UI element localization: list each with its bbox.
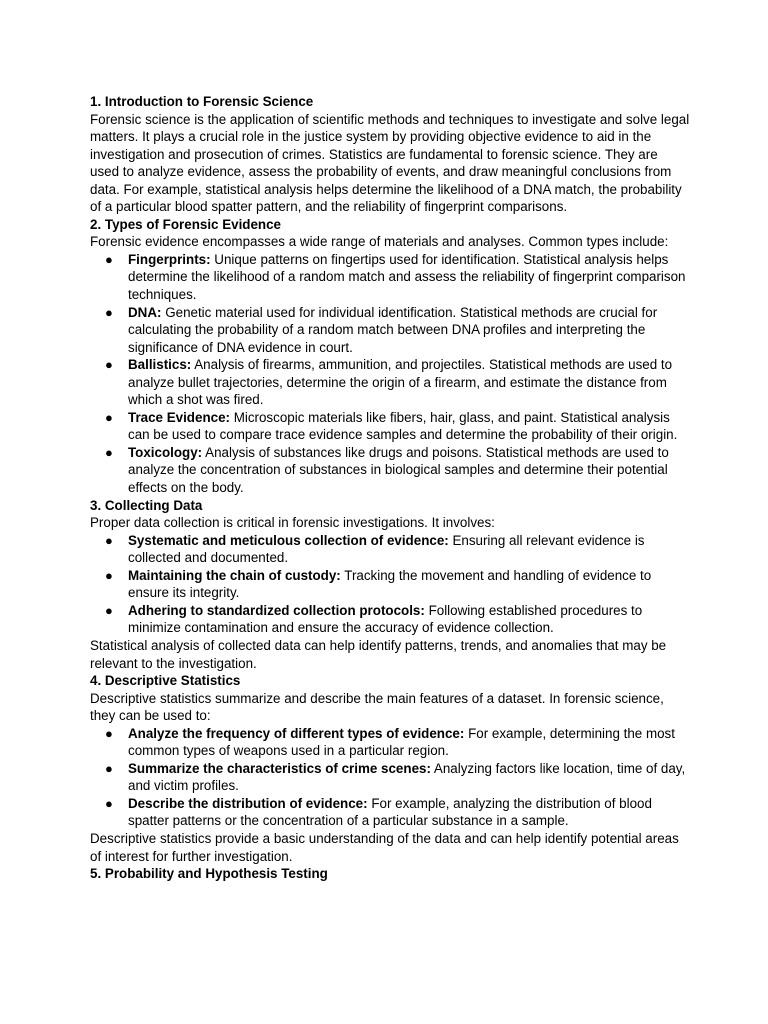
list-item-term: Adhering to standardized collection protocols: bbox=[128, 602, 425, 618]
list-item bbox=[105, 532, 690, 567]
bullet-icon: ● bbox=[105, 357, 113, 373]
list-item bbox=[105, 760, 690, 795]
bullet-icon: ● bbox=[105, 304, 113, 320]
bullet-list bbox=[90, 725, 690, 830]
list-item bbox=[105, 725, 690, 760]
bullet-list bbox=[90, 532, 690, 637]
list-item-term: Summarize the characteristics of crime scenes: bbox=[128, 760, 431, 776]
list-item-text: Analyzing factors like location, time of day, and victim profiles. bbox=[128, 760, 686, 794]
section-heading: 2. Types of Forensic Evidence bbox=[90, 216, 282, 232]
list-item-term: Fingerprints: bbox=[128, 251, 211, 267]
list-item-term: DNA: bbox=[128, 304, 162, 320]
list-item-text: Tracking the movement and handling of evidence to ensure its integrity. bbox=[128, 567, 652, 601]
section-collecting-data bbox=[90, 497, 690, 672]
list-item bbox=[105, 795, 690, 830]
section-descriptive-statistics bbox=[90, 672, 690, 865]
list-item bbox=[105, 602, 690, 637]
bullet-icon: ● bbox=[105, 444, 113, 460]
list-item bbox=[105, 251, 690, 304]
paragraph: Descriptive statistics provide a basic understanding of the data and can help identify potential areas of interest for further investigation. bbox=[90, 830, 679, 864]
section-heading: 3. Collecting Data bbox=[90, 497, 203, 513]
list-item-term: Maintaining the chain of custody: bbox=[128, 567, 341, 583]
list-item-text: Genetic material used for individual identification. Statistical methods are crucial for calculating the probability of a random match between DNA profiles and interpreting the significance of DNA evidence in court. bbox=[128, 304, 658, 355]
paragraph: Forensic science is the application of scientific methods and techniques to investigate and solve legal matters. It plays a crucial role in the justice system by providing objective evidence to aid in the investigation and prosecution of crimes. Statistics are fundamental to forensic science. They are used to analyze evidence, assess the probability of events, and draw meaningful conclusions from data. For example, statistical analysis helps determine the likelihood of a DNA match, the probability of a particular blood spatter pattern, and the reliability of fingerprint comparisons. bbox=[90, 111, 690, 215]
list-item-text: For example, determining the most common types of weapons used in a particular region. bbox=[128, 725, 675, 759]
list-item bbox=[105, 567, 690, 602]
list-item bbox=[105, 409, 690, 444]
list-item-text: Ensuring all relevant evidence is collected and documented. bbox=[128, 532, 645, 566]
list-item-text: Following established procedures to minimize contamination and ensure the accuracy of evidence collection. bbox=[128, 602, 643, 636]
section-heading: 5. Probability and Hypothesis Testing bbox=[90, 866, 328, 882]
bullet-icon: ● bbox=[105, 409, 113, 425]
bullet-icon: ● bbox=[105, 602, 113, 618]
list-item bbox=[105, 304, 690, 357]
document-page bbox=[90, 93, 690, 883]
bullet-icon: ● bbox=[105, 251, 113, 267]
list-item-text: For example, analyzing the distribution of blood spatter patterns or the concentration of a particular substance in a sample. bbox=[128, 795, 652, 829]
list-item-term: Systematic and meticulous collection of evidence: bbox=[128, 532, 449, 548]
list-item-term: Toxicology: bbox=[128, 444, 203, 460]
bullet-icon: ● bbox=[105, 795, 113, 811]
list-item-text: Microscopic materials like fibers, hair, glass, and paint. Statistical analysis can be used to compare trace evidence samples and determine the probability of their origin. bbox=[128, 409, 678, 443]
list-item-term: Analyze the frequency of different types of evidence: bbox=[128, 725, 465, 741]
paragraph: Descriptive statistics summarize and describe the main features of a dataset. In forensic science, they can be used to: bbox=[90, 690, 664, 724]
list-item-text: Unique patterns on fingertips used for identification. Statistical analysis helps determine the likelihood of a random match and assess the reliability of fingerprint comparison techniques. bbox=[128, 251, 686, 303]
paragraph: Proper data collection is critical in forensic investigations. It involves: bbox=[90, 515, 495, 531]
paragraph: Forensic evidence encompasses a wide range of materials and analyses. Common types include: bbox=[90, 234, 669, 250]
section-probability bbox=[90, 865, 690, 883]
bullet-icon: ● bbox=[105, 567, 113, 583]
list-item-text: Analysis of substances like drugs and poisons. Statistical methods are used to analyze the concentration of substances in biological samples and determine their potential effects on the body. bbox=[128, 444, 669, 496]
section-heading: 1. Introduction to Forensic Science bbox=[90, 94, 314, 109]
list-item-term: Trace Evidence: bbox=[128, 409, 230, 425]
bullet-icon: ● bbox=[105, 760, 113, 776]
bullet-icon: ● bbox=[105, 725, 113, 741]
section-types-of-evidence bbox=[90, 216, 690, 497]
list-item bbox=[105, 356, 690, 409]
list-item-term: Ballistics: bbox=[128, 357, 192, 373]
list-item-term: Describe the distribution of evidence: bbox=[128, 795, 368, 811]
list-item-text: Analysis of firearms, ammunition, and projectiles. Statistical methods are used to analyze bullet trajectories, determine the origin of a firearm, and estimate the distance from which a shot was fired. bbox=[128, 357, 673, 408]
section-introduction bbox=[90, 93, 690, 216]
list-item bbox=[105, 444, 690, 497]
section-heading: 4. Descriptive Statistics bbox=[90, 673, 241, 689]
bullet-list bbox=[90, 251, 690, 497]
paragraph: Statistical analysis of collected data can help identify patterns, trends, and anomalies that may be relevant to the investigation. bbox=[90, 637, 667, 671]
bullet-icon: ● bbox=[105, 532, 113, 548]
